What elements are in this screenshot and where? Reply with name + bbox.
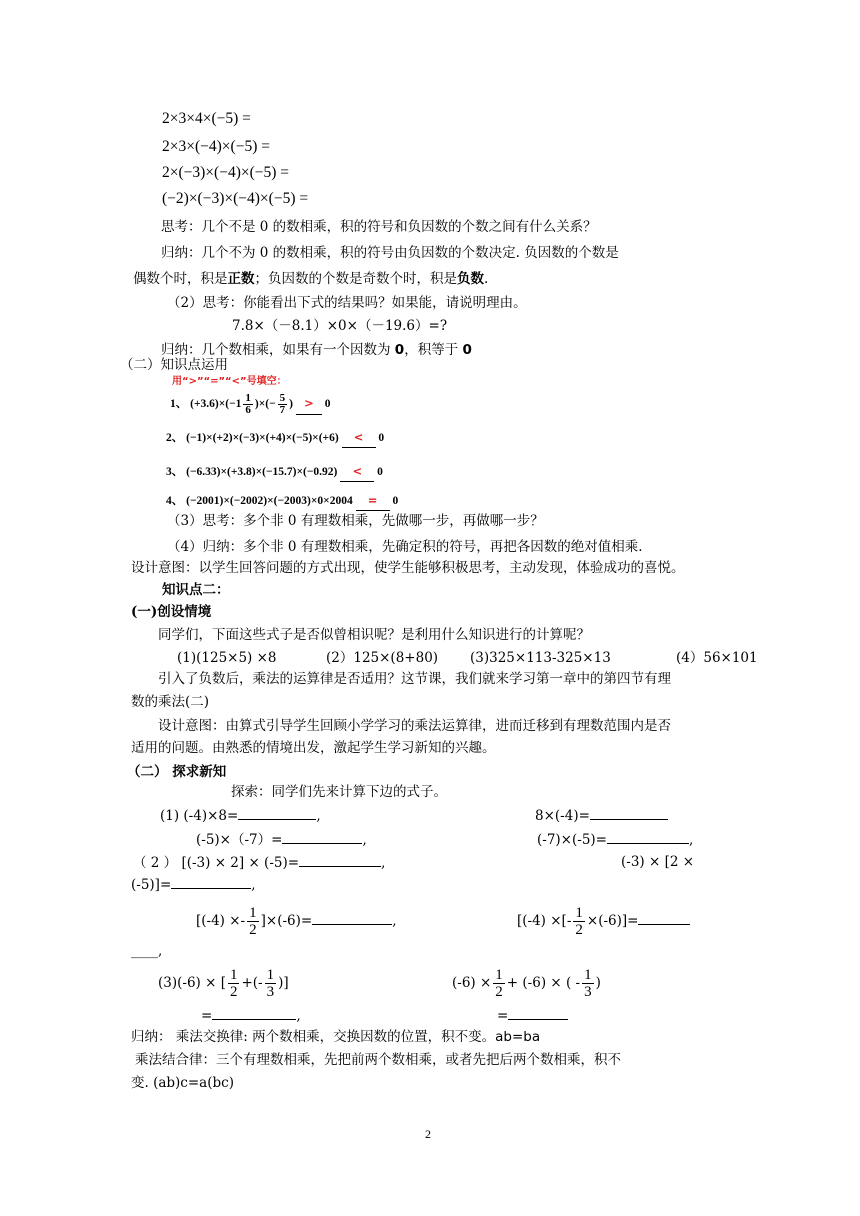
ex-row7-left-frac-half: $\frac{1}{2}$ <box>229 967 238 1000</box>
ex-row5-right-frac: $\frac{1}{2}$ <box>575 905 583 938</box>
ex-row8-right: = <box>497 1005 568 1026</box>
fill-item-1-frac: $\frac{1}{6}$ <box>245 391 251 416</box>
kp2-title: 知识点二： <box>162 582 230 598</box>
ex-row2-left: (-5)×（-7）= , <box>196 829 367 850</box>
fill-item-4-num: 4、 <box>166 495 184 507</box>
design-intent-2-line1: 设计意图：由算式引导学生回顾小学学习的乘法运算律，进而迁移到有理数范围内是否 <box>158 718 671 734</box>
fill-item-2-num: 2、 <box>166 432 184 444</box>
induce-3: （4）归纳：多个非 0 有理数相乘，先确定积的符号，再把各因数的绝对值相乘. <box>167 539 643 555</box>
design-intent-1: 设计意图：以学生回答问题的方式出现，使学生能够积极思考，主动发现，体验成功的喜悦。 <box>131 560 685 576</box>
ex-row6: ____, <box>131 943 163 959</box>
formula-1: 2×3×4×(−5) = <box>162 110 251 127</box>
fill-item-1-frac2: $\frac{5}{7}$ <box>279 391 286 416</box>
fill-item-4-expr: (−2001)×(−2002)×(−2003)×0×2004 <box>186 495 353 507</box>
ex-row2-right: (-7)×(-5)= , <box>537 829 693 850</box>
law-associative-line2: 变. (ab)c=a(bc) <box>131 1075 234 1091</box>
ex-row2-right-blank[interactable] <box>607 829 689 844</box>
ex-row1-right: 8×(-4)= <box>535 805 668 826</box>
kp2-expr-4: (4）56×101 <box>676 650 758 666</box>
induce-1-text2: ；负因数的个数是奇数个时，积是 <box>254 271 457 287</box>
fill-item-1-answer[interactable]: > <box>296 392 322 415</box>
think-1: 思考：几个不是 0 的数相乘，积的符号和负因数的个数之间有什么关系？ <box>161 219 597 235</box>
induce-1-positive: 正数 <box>227 271 255 287</box>
induce-2-zero: 0 <box>394 342 405 358</box>
formula-2: 2×3×(−4)×(−5) = <box>162 138 270 155</box>
ex-row7-right-frac-half: $\frac{1}{2}$ <box>495 967 503 1000</box>
ex-row1-left-blank[interactable] <box>238 805 316 820</box>
ex-row8-left: = , <box>201 1005 301 1026</box>
kp2-expr-1: (1)(125×5) ×8 <box>177 650 277 666</box>
induce-1-period: . <box>484 271 489 287</box>
kp2-expr-3: (3)325×113-325×13 <box>470 650 611 666</box>
fill-item-3-zero: 0 <box>377 466 383 478</box>
ex-row5-left-blank[interactable] <box>312 910 392 925</box>
ex-row3-left: （ 2 ） [(-3) × 2] × (-5)= , <box>133 852 385 873</box>
ex-row1-left: (1) (-4)×8= , <box>160 805 321 826</box>
kp2-expr-2: (2）125×(8+80) <box>326 650 439 666</box>
kp2-intro-line2: 数的乘法(二) <box>131 694 210 710</box>
fill-item-1-num: 1、 <box>170 398 188 410</box>
law-associative-line1: 乘法结合律：三个有理数相乘，先把前两个数相乘，或者先把后两个数相乘，积不 <box>135 1052 621 1068</box>
ex-row7-left: (3)(-6) × [ $\frac{1}{2}$ +(- $\frac{1}{3}$ )] <box>158 967 289 1000</box>
law-commutative: 归纳： 乘法交换律: 两个数相乘，交换因数的位置，积不变。ab=ba <box>131 1029 541 1045</box>
fill-item-1 <box>170 392 331 416</box>
explore-question: 探索：同学们先来计算下边的式子。 <box>231 784 447 800</box>
think-3: （3）思考：多个非 0 有理数相乘，先做哪一步，再做哪一步？ <box>167 513 544 529</box>
expr-2: 7.8×（－8.1）×0×（－19.6）=? <box>232 318 448 334</box>
explore-title: （二） 探求新知 <box>127 764 227 780</box>
ex-row7-right: (-6) × $\frac{1}{2}$ + (-6) × ( - $\frac{1}{3}$ ) <box>452 967 601 1000</box>
kp2-intro-line1: 引入了负数后，乘法的运算律是否适用？这节课，我们就来学习第一章中的第四节有理 <box>158 671 671 687</box>
fill-item-1-expr-mid: )×(− <box>254 398 276 410</box>
ex-row2-left-blank[interactable] <box>282 829 362 844</box>
page-number: 2 <box>425 1127 431 1141</box>
ex-row5-left-frac: $\frac{1}{2}$ <box>249 905 257 938</box>
fill-item-1-expr-end: ) <box>289 398 294 410</box>
ex-row7-right-frac-third: $\frac{1}{3}$ <box>584 967 592 1000</box>
ex-row4-blank[interactable] <box>171 874 251 889</box>
fill-item-3-answer[interactable]: < <box>340 461 374 482</box>
kp2-subtitle: (一)创设情境 <box>131 604 212 620</box>
induce-1-text: 偶数个时，积是 <box>133 271 228 287</box>
fill-item-1-expr: (+3.6)×(−1 <box>190 398 242 410</box>
induce-1-negative: 负数 <box>457 271 484 287</box>
ex-row3-right: (-3) × [2 × <box>621 854 695 870</box>
ex-row1-right-blank[interactable] <box>590 805 668 820</box>
fill-item-3 <box>166 461 383 482</box>
ex-row7-left-frac-third: $\frac{1}{3}$ <box>266 967 275 1000</box>
ex-row5-right: [(-4) ×[- $\frac{1}{2}$ ×(-6)]= <box>517 904 690 938</box>
induce-2-zero2: 0 <box>462 342 472 358</box>
fill-item-4 <box>166 490 398 511</box>
design-intent-2-line2: 适用的问题。由熟悉的情境出发，激起学生学习新知的兴趣。 <box>131 740 496 756</box>
induce-2-text: 归纳：几个数相乘，如果有一个因数为 <box>161 342 395 358</box>
ex-row8-right-blank[interactable] <box>508 1005 568 1020</box>
fill-item-4-zero: 0 <box>392 495 399 507</box>
fill-item-4-answer[interactable]: = <box>356 490 390 511</box>
fill-item-2-zero: 0 <box>378 432 385 444</box>
section-2-title: （二）知识点运用 <box>120 357 228 373</box>
fill-instruction: 用“>”“=”“<”号填空： <box>172 376 287 387</box>
ex-row3-left-blank[interactable] <box>299 852 381 867</box>
fill-item-3-expr: (−6.33)×(+3.8)×(−15.7)×(−0.92) <box>186 466 338 478</box>
ex-row4-left: (-5)]= , <box>131 874 256 895</box>
formula-4: (−2)×(−3)×(−4)×(−5) = <box>162 190 309 207</box>
ex-row8-left-blank[interactable] <box>212 1005 296 1020</box>
induce-1-line1: 归纳：几个不为 0 的数相乘，积的符号由负因数的个数决定. 负因数的个数是 <box>161 245 619 261</box>
induce-2-text2: ，积等于 <box>404 342 463 358</box>
fill-item-2-answer[interactable]: < <box>342 427 376 448</box>
fill-item-1-zero: 0 <box>324 398 331 410</box>
ex-row5-left: [(-4) ×- $\frac{1}{2}$ ]×(-6)= , <box>196 905 397 938</box>
fill-item-3-num: 3、 <box>166 466 184 478</box>
fill-item-2-expr: (−1)×(+2)×(−3)×(+4)×(−5)×(+6) <box>186 432 339 444</box>
induce-1-line2 <box>133 269 488 289</box>
think-2: （2）思考：你能看出下式的结果吗？如果能，请说明理由。 <box>167 295 527 311</box>
ex-row5-right-blank[interactable] <box>638 910 690 925</box>
formula-3: 2×(−3)×(−4)×(−5) = <box>162 164 290 181</box>
kp2-question: 同学们，下面这些式子是否似曾相识呢？是利用什么知识进行的计算呢？ <box>158 627 590 643</box>
fill-item-2 <box>166 427 384 448</box>
